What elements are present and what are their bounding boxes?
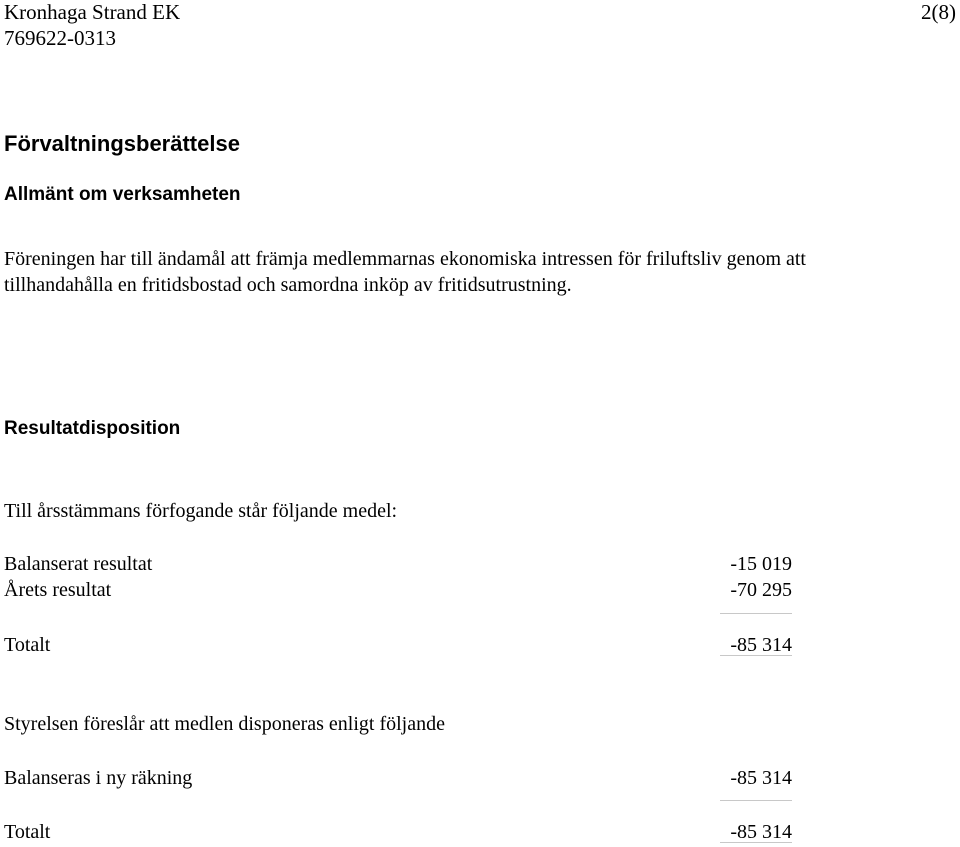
available-row-amount: -15 019 — [730, 553, 792, 575]
general-text-line-1: Föreningen har till ändamål att främja medlemmarnas ekonomiska intressen för friluftsliv genom att — [4, 248, 806, 270]
available-row-label: Balanserat resultat — [4, 553, 153, 575]
proposal-total-rule — [720, 842, 792, 843]
available-total-label: Totalt — [4, 634, 51, 656]
available-row-label: Årets resultat — [4, 579, 112, 601]
subtotal-rule — [720, 613, 792, 614]
org-number: 769622-0313 — [4, 26, 116, 50]
proposal-total-amount: -85 314 — [730, 821, 792, 843]
proposal-row-label: Balanseras i ny räkning — [4, 767, 193, 789]
general-heading: Allmänt om verksamheten — [4, 184, 241, 205]
proposal-total-label: Totalt — [4, 821, 51, 843]
proposal-intro: Styrelsen föreslår att medlen disponeras enligt följande — [4, 713, 445, 735]
appropriation-intro: Till årsstämmans förfogande står följande medel: — [4, 500, 398, 522]
page-number: 2(8) — [921, 0, 956, 24]
proposal-row-amount: -85 314 — [730, 767, 792, 789]
company-name: Kronhaga Strand EK — [4, 0, 181, 24]
total-rule — [720, 655, 792, 656]
proposal-subtotal-rule — [720, 800, 792, 801]
available-row-amount: -70 295 — [730, 579, 792, 601]
general-text — [4, 246, 954, 298]
available-total-amount: -85 314 — [730, 634, 792, 656]
appropriation-heading: Resultatdisposition — [4, 418, 181, 439]
page-title: Förvaltningsberättelse — [4, 131, 240, 156]
general-text-line-2: tillhandahålla en fritidsbostad och samordna inköp av fritidsutrustning. — [4, 274, 572, 296]
